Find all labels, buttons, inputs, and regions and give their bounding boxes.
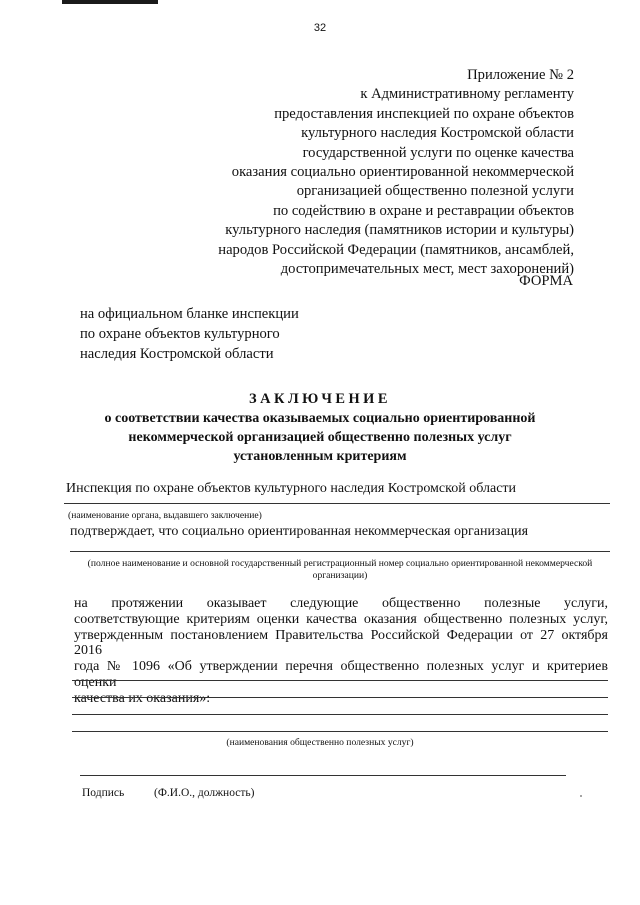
appendix-line: предоставления инспекцией по охране объектов <box>274 105 574 122</box>
org-caption-line: (полное наименование и основной государственный регистрационный номер социально ориентированной некоммерческой <box>87 558 593 569</box>
confirms-text: подтверждает, что социально ориентированная некоммерческая организация <box>70 524 529 539</box>
issuer-caption: (наименование органа, выдавшего заключение) <box>68 510 262 521</box>
appendix-line: государственной услуги по оценке качества <box>302 144 574 161</box>
appendix-line: достопримечательных мест, мест захоронений) <box>280 261 574 278</box>
title-line: установленным критериям <box>233 449 407 464</box>
document-title <box>0 390 640 466</box>
appendix-line: по содействию в охране и реставрации объектов <box>273 202 574 219</box>
org-underline <box>70 551 610 552</box>
services-paragraph <box>74 596 608 707</box>
paragraph-line: на протяжении оказывает следующие общественно полезные услуги, <box>74 596 608 611</box>
issuer-underline <box>64 503 610 504</box>
services-line-1 <box>72 680 608 681</box>
name-position-label: (Ф.И.О., должность) <box>154 787 255 799</box>
title-line: некоммерческой организацией общественно полезных услуг <box>128 430 512 445</box>
appendix-header <box>218 66 574 279</box>
paragraph-line: качества их оказания»: <box>74 690 211 706</box>
paragraph-line: соответствующие критериям оценки качества оказания общественно полезных услуг, <box>74 611 608 627</box>
paragraph-line: года № 1096 «Об утверждении перечня общественно полезных услуг и критериев оценки <box>74 659 608 690</box>
blank-note-line: по охране объектов культурного <box>80 325 280 342</box>
blank-note-line: наследия Костромской области <box>80 345 274 362</box>
appendix-line: народов Российской Федерации (памятников, ансамблей, <box>218 241 574 258</box>
appendix-line: организацией общественно полезной услуги <box>296 183 574 200</box>
scan-edge-mark <box>62 0 158 4</box>
blank-note <box>80 305 299 364</box>
services-line-4 <box>72 731 608 732</box>
issuer-name: Инспекция по охране объектов культурного наследия Костромской области <box>66 481 517 496</box>
blank-note-line: на официальном бланке инспекции <box>80 306 299 322</box>
services-line-2 <box>72 697 608 698</box>
appendix-line: культурного наследия Костромской области <box>301 125 574 142</box>
scan-speck <box>580 795 582 797</box>
appendix-line: культурного наследия (памятников истории и культуры) <box>225 222 574 239</box>
appendix-line: к Административному регламенту <box>360 86 574 103</box>
title-main: ЗАКЛЮЧЕНИЕ <box>249 391 391 407</box>
services-caption: (наименования общественно полезных услуг) <box>226 737 414 748</box>
signature-label: Подпись <box>82 787 125 799</box>
signature-underline <box>80 775 566 776</box>
paragraph-line: утвержденным постановлением Правительства Российской Федерации от 27 октября 2016 <box>74 627 608 659</box>
page-number: 32 <box>313 22 327 34</box>
org-caption <box>70 558 610 582</box>
services-line-3 <box>72 714 608 715</box>
form-label: ФОРМА <box>519 273 573 289</box>
appendix-line: оказания социально ориентированной некоммерческой <box>231 164 574 181</box>
title-line: о соответствии качества оказываемых социально ориентированной <box>104 411 536 426</box>
org-caption-line: организации) <box>312 570 368 581</box>
appendix-line: Приложение № 2 <box>467 67 574 83</box>
